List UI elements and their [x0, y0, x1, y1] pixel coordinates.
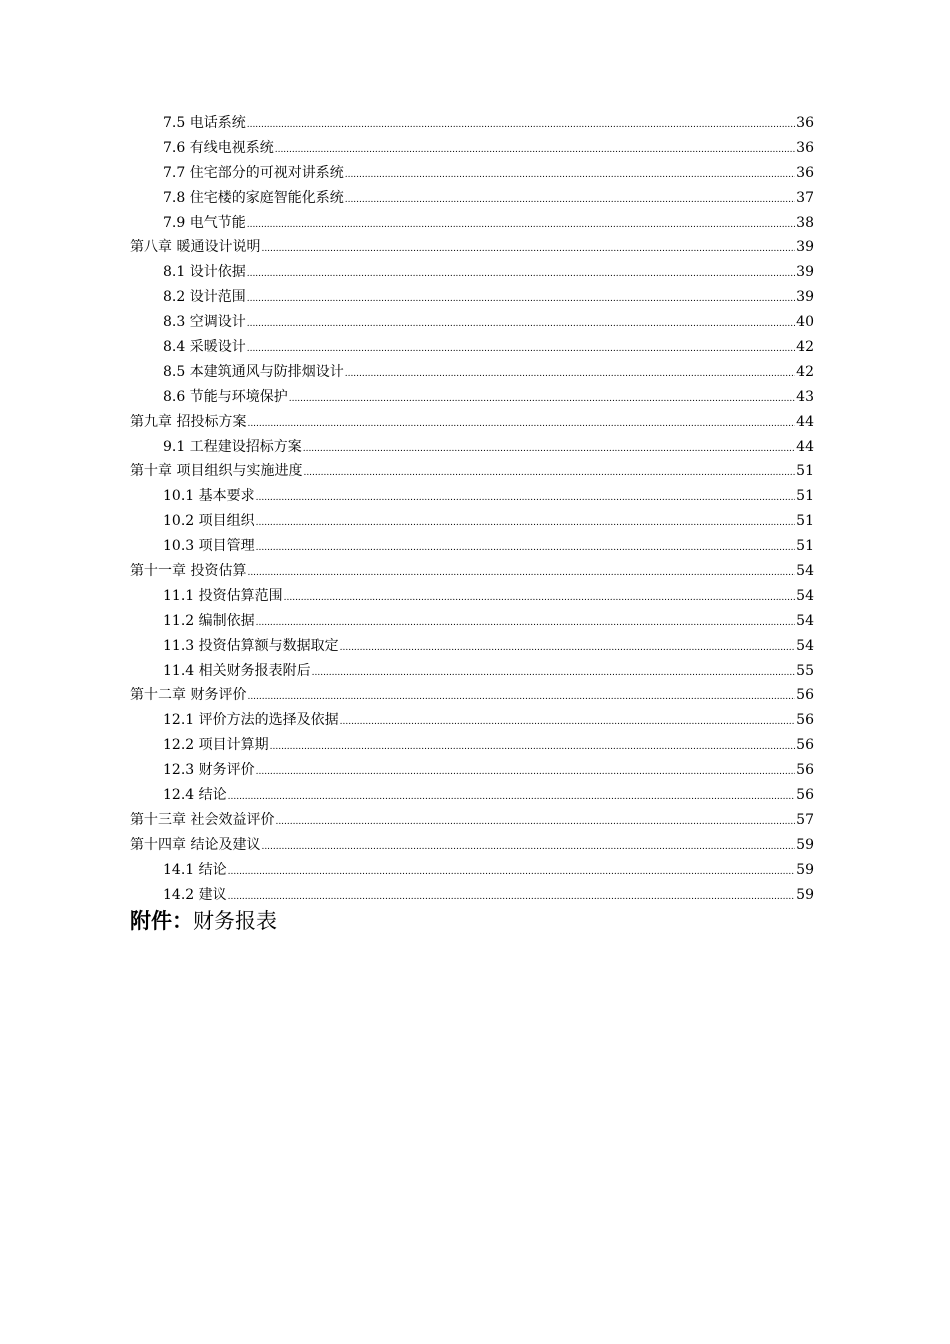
toc-section-entry[interactable]	[130, 484, 814, 509]
toc-entry-label: 12.3 财务评价	[163, 762, 255, 779]
toc-chapter-entry[interactable]	[130, 235, 814, 260]
toc-leader-dots	[345, 188, 795, 213]
toc-leader-dots	[345, 362, 795, 387]
toc-entry-label: 11.3 投资估算额与数据取定	[163, 637, 339, 654]
toc-section-entry[interactable]	[130, 136, 814, 161]
toc-leader-dots	[256, 536, 796, 561]
toc-entry-label: 第九章 招投标方案	[130, 413, 247, 430]
toc-section-entry[interactable]	[130, 186, 814, 211]
toc-entry-label: 12.4 结论	[163, 787, 227, 804]
toc-leader-dots	[261, 237, 795, 262]
toc-section-entry[interactable]	[130, 385, 814, 410]
toc-page-number: 40	[796, 314, 814, 331]
toc-entry-label: 8.5 本建筑通风与防排烟设计	[163, 363, 344, 380]
toc-page-number: 57	[796, 811, 814, 828]
toc-entry-label: 14.1 结论	[163, 861, 227, 878]
toc-leader-dots	[340, 636, 796, 661]
toc-leader-dots	[303, 437, 795, 462]
toc-leader-dots	[247, 287, 795, 312]
toc-entry-label: 9.1 工程建设招标方案	[163, 438, 302, 455]
toc-entry-label: 10.2 项目组织	[163, 513, 255, 530]
toc-leader-dots	[247, 113, 795, 138]
toc-page-number: 39	[796, 239, 814, 256]
toc-leader-dots	[340, 710, 796, 735]
toc-section-entry[interactable]	[130, 584, 814, 609]
appendix-prefix: 附件：	[130, 909, 193, 933]
toc-leader-dots	[345, 163, 795, 188]
toc-section-entry[interactable]	[130, 708, 814, 733]
toc-entry-label: 11.1 投资估算范围	[163, 587, 283, 604]
toc-section-entry[interactable]	[130, 858, 814, 883]
toc-section-entry[interactable]	[130, 534, 814, 559]
toc-page-number: 56	[796, 737, 814, 754]
toc-page-number: 39	[796, 289, 814, 306]
toc-entry-label: 11.2 编制依据	[163, 612, 255, 629]
toc-chapter-entry[interactable]	[130, 559, 814, 584]
toc-section-entry[interactable]	[130, 260, 814, 285]
appendix-title: 财务报表	[193, 909, 277, 933]
toc-section-entry[interactable]	[130, 758, 814, 783]
toc-page-number: 54	[796, 612, 814, 629]
toc-page-number: 36	[796, 139, 814, 156]
toc-chapter-entry[interactable]	[130, 410, 814, 435]
toc-page-number: 54	[796, 563, 814, 580]
toc-section-entry[interactable]	[130, 211, 814, 236]
toc-page-number: 42	[796, 339, 814, 356]
toc-entry-label: 8.6 节能与环境保护	[163, 388, 288, 405]
toc-page-number: 36	[796, 115, 814, 131]
toc-page-number: 51	[796, 463, 814, 480]
toc-page-number: 55	[796, 662, 814, 679]
toc-page-number: 42	[796, 363, 814, 380]
toc-leader-dots	[312, 661, 796, 686]
toc-leader-dots	[256, 760, 796, 785]
toc-entry-label: 8.3 空调设计	[163, 314, 246, 331]
toc-leader-dots	[247, 213, 795, 238]
toc-section-entry[interactable]	[130, 360, 814, 385]
toc-entry-label: 7.9 电气节能	[163, 214, 246, 231]
toc-leader-dots	[256, 511, 796, 536]
toc-entry-label: 7.6 有线电视系统	[163, 139, 274, 156]
toc-entry-label: 8.2 设计范围	[163, 289, 246, 306]
toc-section-entry[interactable]	[130, 161, 814, 186]
toc-page-number: 39	[796, 264, 814, 281]
appendix-heading	[130, 906, 277, 936]
toc-page-number: 54	[796, 637, 814, 654]
toc-chapter-entry[interactable]	[130, 459, 814, 484]
toc-entry-label: 14.2 建议	[163, 886, 227, 903]
toc-leader-dots	[247, 561, 795, 586]
toc-page-number: 56	[796, 687, 814, 704]
toc-entry-label: 7.5 电话系统	[163, 115, 246, 131]
toc-page-number: 51	[796, 513, 814, 530]
toc-leader-dots	[247, 412, 795, 437]
toc-entry-label: 7.7 住宅部分的可视对讲系统	[163, 164, 344, 181]
toc-leader-dots	[256, 611, 796, 636]
toc-entry-label: 第十一章 投资估算	[130, 563, 247, 580]
toc-entry-label: 第十二章 财务评价	[130, 687, 247, 704]
toc-page-number: 59	[796, 836, 814, 853]
toc-leader-dots	[261, 835, 795, 860]
toc-leader-dots	[275, 138, 795, 163]
toc-entry-label: 11.4 相关财务报表附后	[163, 662, 311, 679]
toc-leader-dots	[228, 785, 796, 810]
toc-page-number: 44	[796, 438, 814, 455]
toc-section-entry[interactable]	[130, 509, 814, 534]
toc-page-number: 38	[796, 214, 814, 231]
toc-section-entry[interactable]	[130, 310, 814, 335]
toc-entry-label: 第十四章 结论及建议	[130, 836, 261, 853]
toc-page-number: 43	[796, 388, 814, 405]
toc-leader-dots	[247, 685, 795, 710]
toc-leader-dots	[247, 312, 795, 337]
toc-section-entry[interactable]	[130, 335, 814, 360]
toc-leader-dots	[303, 461, 795, 486]
toc-entry-label: 第十章 项目组织与实施进度	[130, 463, 303, 480]
toc-entry-label: 8.1 设计依据	[163, 264, 246, 281]
toc-page-number: 59	[796, 886, 814, 903]
toc-entry-label: 7.8 住宅楼的家庭智能化系统	[163, 189, 344, 206]
toc-page-number: 51	[796, 488, 814, 505]
toc-entry-label: 8.4 采暖设计	[163, 339, 246, 356]
toc-section-entry[interactable]	[130, 883, 814, 908]
toc-entry-label: 10.3 项目管理	[163, 538, 255, 555]
toc-leader-dots	[247, 337, 795, 362]
toc-section-entry[interactable]	[130, 634, 814, 659]
toc-leader-dots	[228, 860, 796, 885]
toc-section-entry[interactable]	[130, 435, 814, 460]
toc-page-number: 59	[796, 861, 814, 878]
toc-entry-label: 12.2 项目计算期	[163, 737, 269, 754]
toc-chapter-entry[interactable]	[130, 833, 814, 858]
toc-leader-dots	[289, 387, 795, 412]
toc-section-entry[interactable]	[130, 783, 814, 808]
toc-page-number: 56	[796, 762, 814, 779]
toc-section-entry[interactable]	[130, 111, 814, 136]
toc-page-number: 37	[796, 189, 814, 206]
toc-section-entry[interactable]	[130, 609, 814, 634]
toc-chapter-entry[interactable]	[130, 683, 814, 708]
toc-entry-label: 10.1 基本要求	[163, 488, 255, 505]
toc-section-entry[interactable]	[130, 659, 814, 684]
toc-entry-label: 第八章 暖通设计说明	[130, 239, 261, 256]
table-of-contents	[130, 111, 814, 908]
toc-page-number: 54	[796, 587, 814, 604]
toc-leader-dots	[228, 885, 796, 910]
toc-section-entry[interactable]	[130, 733, 814, 758]
toc-entry-label: 12.1 评价方法的选择及依据	[163, 712, 339, 729]
toc-page-number: 56	[796, 712, 814, 729]
toc-entry-label: 第十三章 社会效益评价	[130, 811, 275, 828]
toc-leader-dots	[284, 586, 796, 611]
toc-chapter-entry[interactable]	[130, 808, 814, 833]
toc-leader-dots	[275, 810, 795, 835]
toc-leader-dots	[270, 735, 796, 760]
toc-page-number: 51	[796, 538, 814, 555]
toc-page-number: 44	[796, 413, 814, 430]
toc-page-number: 56	[796, 787, 814, 804]
toc-leader-dots	[247, 262, 795, 287]
toc-section-entry[interactable]	[130, 285, 814, 310]
toc-leader-dots	[256, 486, 796, 511]
toc-page-number: 36	[796, 164, 814, 181]
